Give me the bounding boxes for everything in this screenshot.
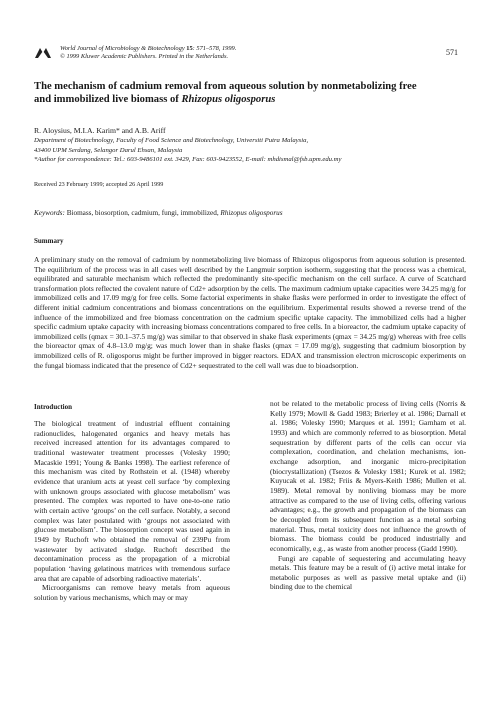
intro-paragraph-2: Microorganisms can remove heavy metals from aqueous solution by various mechanisms, which may or may	[34, 583, 230, 602]
summary-text: A preliminary study on the removal of cadmium by nonmetabolizing live biomass of Rhizopus oligosporus from aqueous solution is presented. The equilibrium of the process was in all cases well described by the Langmuir sorption isotherm, suggesting that the process was a chemical, equilibrated and saturable mechanism which reflected the predominantly site-specific mechanism on the cell surface. A curve of Scatchard transformation plots reflected the covalent nature of Cd2+ adsorption by the cells. The maximum cadmium uptake capacities were 34.25 mg/g for immobilized cells and 17.09 mg/g for free cells. Some factorial experiments in shake flasks were performed in order to investigate the effect of different initial cadmium concentrations and biomass concentrations on the equilibrium. Experimental results showed a reverse trend of the influence of the immobilized and free biomass concentration on the cadmium specific uptake capacity. The immobilized cells had a higher specific cadmium uptake capacity with increasing biomass concentrations compared to free cells. In a bioreactor, the cadmium uptake capacity of immobilized cells (qmax = 30.1–37.5 mg/g) was similar to that observed in shake flask experiments (qmax = 34.25 mg/g) whereas with free cells the bioreactor qmax of 4.8–13.0 mg/g; was much lower than in shake flasks (qmax = 17.09 mg/g), suggesting that cadmium biosorption by immobilized cells of R. oligosporus might be further improved in bigger reactors. EDAX and transmission electron microscopic experiments on the fungal biomass indicated that the presence of Cd2+ sequestrated to the cell wall was due to bioadsorption.	[34, 255, 466, 370]
journal-line	[60, 45, 236, 53]
journal-pages: : 571–578, 1999.	[192, 45, 237, 52]
intro-paragraph-4: Fungi are capable of sequestering and accumulating heavy metals. This feature may be a result of (i) active metal intake for metabolic purposes as well as passive metal uptake and (ii) binding due to the chemical	[270, 553, 466, 592]
summary-heading: Summary	[34, 237, 64, 245]
title-line-1: The mechanism of cadmium removal from aqueous solution by nonmetabolizing free	[34, 81, 417, 92]
publisher-logo	[34, 46, 52, 60]
keywords-terms: Biomass, biosorption, cadmium, fungi, immobilized,	[64, 209, 221, 217]
affiliation-line-2: 43400 UPM Serdang, Selangor Darul Ehsan, Malaysia	[34, 146, 183, 154]
copyright-line: © 1999 Kluwer Academic Publishers. Printed in the Netherlands.	[60, 53, 229, 60]
keywords	[34, 209, 283, 217]
correspondence-line: *Author for correspondence: Tel.: 603-9486101 ext. 3429, Fax: 603-9423552, E-mail: mhdismal@fsb.upm.edu.my	[34, 156, 342, 163]
intro-left-column	[34, 419, 230, 602]
affiliation-line-1: Department of Biotechnology, Faculty of Food Science and Biotechnology, Universiti Putra Malaysia,	[34, 137, 309, 144]
page-number: 571	[446, 48, 458, 57]
intro-right-column	[270, 399, 466, 592]
title-line-2-text: and immobilized live biomass of	[34, 94, 182, 105]
keywords-label: Keywords:	[34, 209, 65, 217]
introduction-heading: Introduction	[34, 403, 72, 411]
keywords-species: Rhizopus oligosporus	[220, 209, 283, 217]
received-dates: Received 23 February 1999; accepted 26 April 1999	[34, 181, 164, 188]
journal-volume: 15	[186, 45, 193, 52]
authors: R. Aloysius, M.I.A. Karim* and A.B. Ariff	[34, 126, 166, 135]
title-line-2	[34, 93, 466, 106]
title-species: Rhizopus oligosporus	[181, 94, 276, 105]
intro-paragraph-3: not be related to the metabolic process of living cells (Norris & Kelly 1979; Mowll & Gadd 1983; Brierley et al. 1986; Darnall et al. 1986; Volesky 1990; Marques et al. 1991; Garnham et al. 1993) and which are commonly referred to as biosorption. Metal sequestration by different parts of the cells can occur via complexation, coordination, and chelation mechanisms, ion-exchange adsorption, and inorganic micro-precipitation (biocrystallization) (Tsezos & Volesky 1981; Kurek et al. 1982; Kuyucak et al. 1982; Friis & Myers-Keith 1986; Mullen et al. 1989). Metal removal by nonliving biomass may be more attractive as compared to the use of living cells, offering various advantages; e.g., the growth and propagation of the biomass can be decoupled from its subsequent function as a metal sorbing material. Thus, metal toxicity does not influence the growth of biomass. The biomass could be produced industrially and economically, e.g., as waste from another process (Gadd 1990).	[270, 399, 466, 553]
journal-name: World Journal of Microbiology & Biotechnology	[60, 45, 185, 52]
intro-paragraph-1: The biological treatment of industrial effluent containing radionuclides, halogenated organics and heavy metals has received increased attention for its advantages compared to traditional wastewater treatment processes (Volesky 1990; Macaskie 1991; Young & Banks 1998). The earliest reference of this mechanism was cited by Rothstein et al. (1948) whereby evidence that uranium acts at yeast cell surface ‘by complexing with unknown groups associated with glucose metabolism’ was presented. The complex was reported to have one-to-one ratio with certain active ‘groups’ on the cell surface. Notably, a second complex was later postulated with ‘groups not associated with glucose metabolism’. The biosorption concept was used again in 1949 by Ruchoft who obtained the removal of 239Pu from wastewater by activated sludge. Ruchoft described the decontamination process as the propagation of a microbial population ‘having gelatinous matrices with tremendous surface area that are capable of adsorbing radioactive materials’.	[34, 419, 230, 583]
paper-title	[34, 80, 466, 106]
